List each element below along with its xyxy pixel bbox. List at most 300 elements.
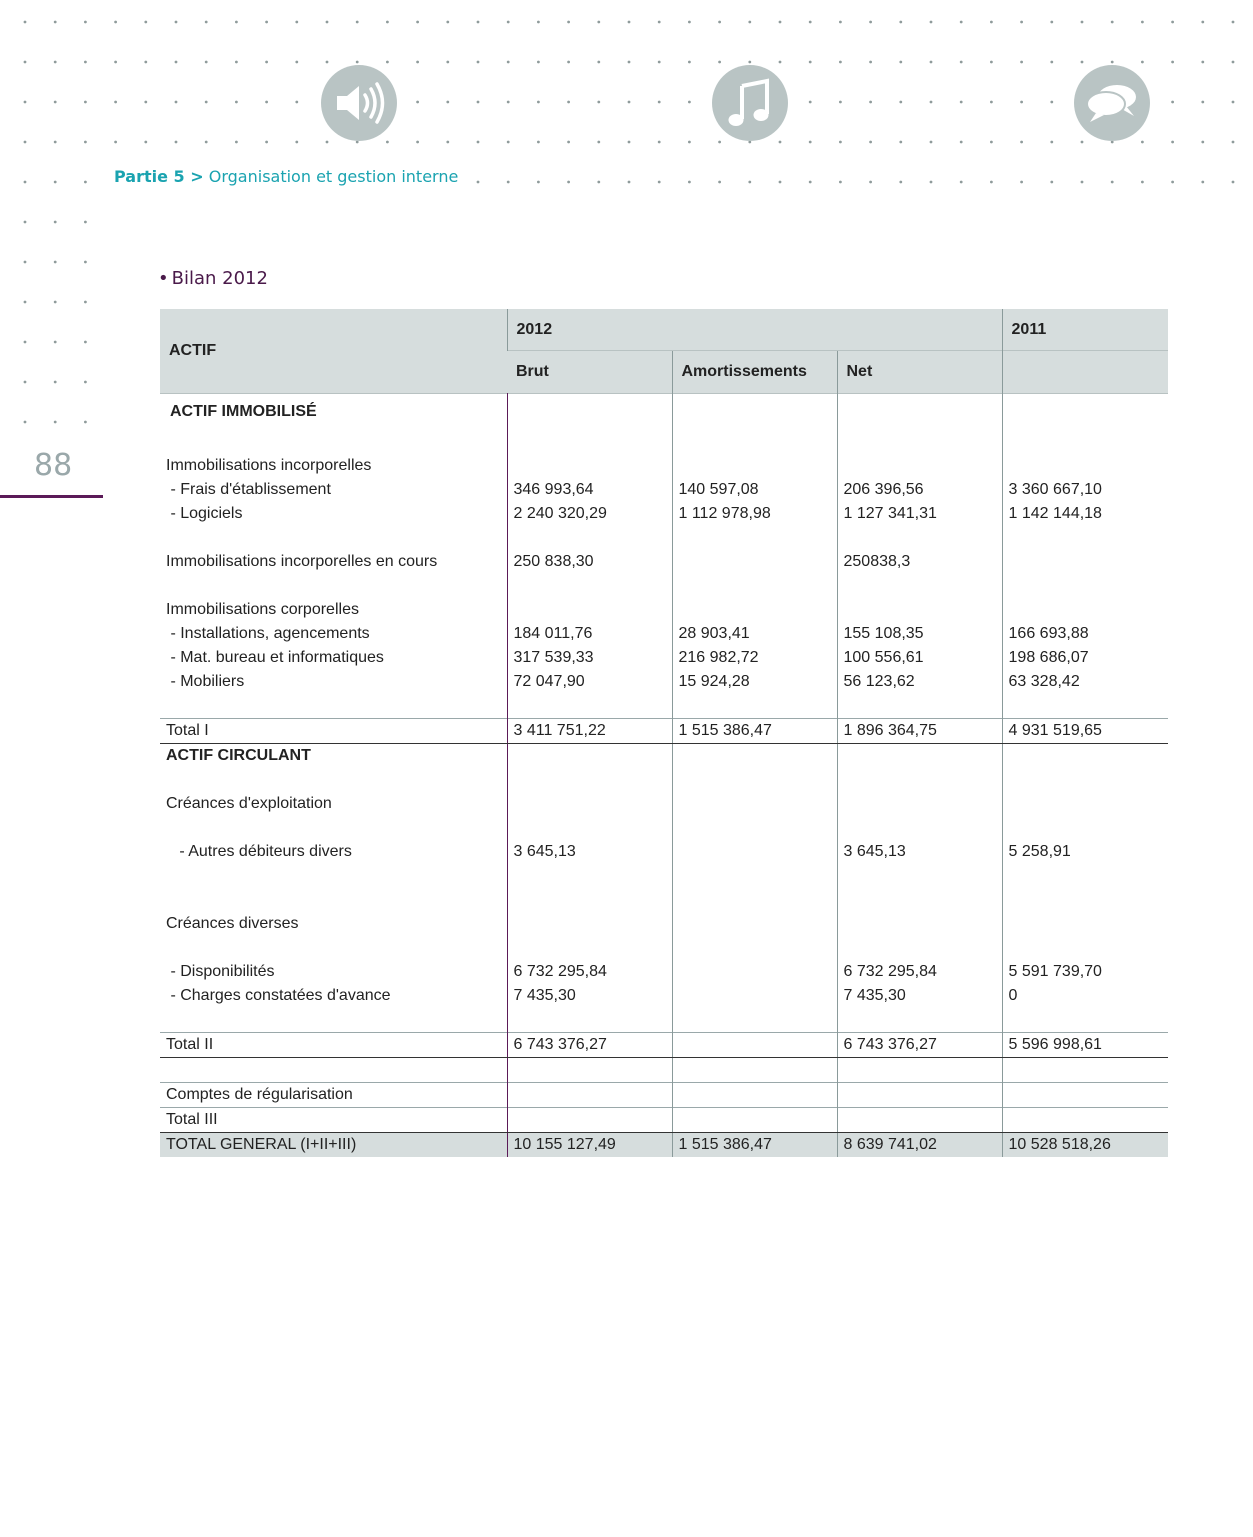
grid-dot <box>537 181 540 184</box>
table-row <box>160 1008 1168 1033</box>
grid-dot <box>205 61 208 64</box>
grid-dot <box>24 381 27 384</box>
row-label <box>160 936 507 960</box>
row-label: - Installations, agencements <box>166 625 370 642</box>
cell-net <box>837 394 1002 431</box>
grid-dot <box>235 21 238 24</box>
grid-dot <box>84 101 87 104</box>
grid-dot <box>24 301 27 304</box>
grid-dot <box>839 21 842 24</box>
table-row <box>160 1033 1168 1058</box>
table-row <box>160 888 1168 912</box>
grid-dot <box>114 101 117 104</box>
table-row <box>160 550 1168 574</box>
table-row <box>160 840 1168 864</box>
grid-dot <box>507 21 510 24</box>
cell-amortissements <box>672 574 837 598</box>
cell-2011: 10 528 518,26 <box>1002 1133 1168 1158</box>
grid-dot <box>899 141 902 144</box>
grid-dot <box>1050 101 1053 104</box>
table-row <box>160 622 1168 646</box>
music-note-icon <box>712 65 788 141</box>
grid-dot <box>54 61 57 64</box>
cell-amortissements <box>672 598 837 622</box>
cell-2011 <box>1002 888 1168 912</box>
grid-dot <box>54 381 57 384</box>
cell-2011 <box>1002 394 1168 431</box>
grid-dot <box>507 141 510 144</box>
grid-dot <box>899 21 902 24</box>
grid-dot <box>537 141 540 144</box>
grid-dot <box>295 141 298 144</box>
row-label <box>160 694 507 719</box>
table-row <box>160 936 1168 960</box>
grid-dot <box>144 141 147 144</box>
table-body <box>160 394 1168 1158</box>
row-label: - Mat. bureau et informatiques <box>166 649 384 666</box>
grid-dot <box>839 101 842 104</box>
cell-net: 6 743 376,27 <box>837 1033 1002 1058</box>
cell-net <box>837 1058 1002 1083</box>
cell-amortissements <box>672 454 837 478</box>
cell-net <box>837 792 1002 816</box>
cell-brut <box>507 430 672 454</box>
grid-dot <box>990 181 993 184</box>
cell-2011 <box>1002 816 1168 840</box>
grid-dot <box>265 21 268 24</box>
grid-dot <box>930 101 933 104</box>
grid-dot <box>24 421 27 424</box>
grid-dot <box>84 181 87 184</box>
cell-amortissements <box>672 526 837 550</box>
row-label: - Logiciels <box>166 505 243 522</box>
cell-net: 250838,3 <box>837 550 1002 574</box>
grid-dot <box>1141 141 1144 144</box>
cell-brut <box>507 1083 672 1108</box>
table-row <box>160 1058 1168 1083</box>
cell-2011 <box>1002 430 1168 454</box>
grid-dot <box>869 21 872 24</box>
row-label: Total II <box>160 1033 507 1058</box>
cell-amortissements: 140 597,08 <box>672 478 837 502</box>
table-row <box>160 912 1168 936</box>
grid-dot <box>1171 61 1174 64</box>
grid-dot <box>1201 181 1204 184</box>
cell-net <box>837 454 1002 478</box>
grid-dot <box>1111 21 1114 24</box>
grid-dot <box>84 221 87 224</box>
grid-dot <box>1020 61 1023 64</box>
cell-2011: 3 360 667,10 <box>1002 478 1168 502</box>
cell-brut: 346 993,64 <box>507 478 672 502</box>
cell-2011: 5 591 739,70 <box>1002 960 1168 984</box>
cell-net <box>837 694 1002 719</box>
cell-amortissements <box>672 1083 837 1108</box>
cell-amortissements: 216 982,72 <box>672 646 837 670</box>
grid-dot <box>718 181 721 184</box>
cell-2011: 5 596 998,61 <box>1002 1033 1168 1058</box>
grid-dot <box>567 141 570 144</box>
grid-dot <box>235 101 238 104</box>
grid-dot <box>688 61 691 64</box>
table-row <box>160 1108 1168 1133</box>
cell-2011 <box>1002 526 1168 550</box>
grid-dot <box>658 61 661 64</box>
grid-dot <box>839 181 842 184</box>
cell-amortissements <box>672 864 837 888</box>
grid-dot <box>990 101 993 104</box>
table-row <box>160 744 1168 769</box>
grid-dot <box>537 21 540 24</box>
title-text: Bilan 2012 <box>171 268 268 289</box>
header-brut: Brut <box>507 351 672 394</box>
grid-dot <box>446 61 449 64</box>
table-row <box>160 816 1168 840</box>
cell-net: 206 396,56 <box>837 478 1002 502</box>
grid-dot <box>24 101 27 104</box>
grid-dot <box>930 141 933 144</box>
cell-amortissements: 28 903,41 <box>672 622 837 646</box>
grid-dot <box>839 141 842 144</box>
cell-brut <box>507 574 672 598</box>
grid-dot <box>356 21 359 24</box>
grid-dot <box>869 61 872 64</box>
grid-dot <box>175 101 178 104</box>
cell-brut <box>507 1108 672 1133</box>
grid-dot <box>356 141 359 144</box>
grid-dot <box>809 181 812 184</box>
grid-dot <box>1050 21 1053 24</box>
grid-dot <box>54 261 57 264</box>
grid-dot <box>144 61 147 64</box>
cell-amortissements <box>672 694 837 719</box>
table-row <box>160 646 1168 670</box>
grid-dot <box>779 181 782 184</box>
grid-dot <box>658 21 661 24</box>
grid-dot <box>1171 101 1174 104</box>
grid-dot <box>628 21 631 24</box>
cell-amortissements: 15 924,28 <box>672 670 837 694</box>
cell-brut <box>507 888 672 912</box>
grid-dot <box>597 181 600 184</box>
cell-2011: 166 693,88 <box>1002 622 1168 646</box>
cell-net: 7 435,30 <box>837 984 1002 1008</box>
row-label: Total I <box>160 719 507 744</box>
grid-dot <box>446 101 449 104</box>
cell-net <box>837 526 1002 550</box>
grid-dot <box>84 301 87 304</box>
grid-dot <box>54 421 57 424</box>
cell-brut <box>507 864 672 888</box>
grid-dot <box>175 21 178 24</box>
row-label <box>160 1008 507 1033</box>
row-label: TOTAL GENERAL (I+II+III) <box>160 1133 507 1158</box>
grid-dot <box>326 21 329 24</box>
grid-dot <box>779 21 782 24</box>
grid-dot <box>1020 101 1023 104</box>
cell-net: 6 732 295,84 <box>837 960 1002 984</box>
grid-dot <box>24 221 27 224</box>
grid-dot <box>1201 101 1204 104</box>
grid-dot <box>386 21 389 24</box>
grid-dot <box>1111 141 1114 144</box>
cell-2011 <box>1002 1083 1168 1108</box>
grid-dot <box>748 141 751 144</box>
table-row <box>160 984 1168 1008</box>
row-label: Immobilisations incorporelles en cours <box>166 553 438 570</box>
grid-dot <box>1232 101 1235 104</box>
row-label: Total III <box>160 1108 507 1133</box>
grid-dot <box>960 101 963 104</box>
grid-dot <box>235 61 238 64</box>
grid-dot <box>628 61 631 64</box>
cell-2011 <box>1002 694 1168 719</box>
cell-amortissements <box>672 912 837 936</box>
cell-2011 <box>1002 1058 1168 1083</box>
table-row <box>160 430 1168 454</box>
grid-dot <box>416 21 419 24</box>
grid-dot <box>295 101 298 104</box>
grid-dot <box>416 141 419 144</box>
breadcrumb-section: Organisation et gestion interne <box>208 167 459 186</box>
cell-2011 <box>1002 768 1168 792</box>
grid-dot <box>507 101 510 104</box>
grid-dot <box>1171 141 1174 144</box>
breadcrumb <box>114 167 468 186</box>
grid-dot <box>567 181 570 184</box>
grid-dot <box>477 61 480 64</box>
grid-dot <box>175 141 178 144</box>
grid-dot <box>54 301 57 304</box>
table-row <box>160 960 1168 984</box>
grid-dot <box>1141 181 1144 184</box>
grid-dot <box>899 181 902 184</box>
grid-dot <box>869 181 872 184</box>
grid-dot <box>1020 141 1023 144</box>
grid-dot <box>446 141 449 144</box>
cell-2011 <box>1002 550 1168 574</box>
cell-amortissements <box>672 768 837 792</box>
grid-dot <box>446 21 449 24</box>
table-row <box>160 719 1168 744</box>
cell-2011 <box>1002 1108 1168 1133</box>
grid-dot <box>930 61 933 64</box>
grid-dot <box>567 101 570 104</box>
header-actif: ACTIF <box>160 309 507 394</box>
grid-dot <box>54 181 57 184</box>
grid-dot <box>54 21 57 24</box>
cell-amortissements <box>672 430 837 454</box>
grid-dot <box>779 61 782 64</box>
cell-brut: 250 838,30 <box>507 550 672 574</box>
grid-dot <box>54 341 57 344</box>
cell-amortissements <box>672 394 837 431</box>
grid-dot <box>597 61 600 64</box>
cell-net <box>837 768 1002 792</box>
table-row <box>160 1133 1168 1158</box>
grid-dot <box>990 21 993 24</box>
title-bullet: • <box>158 268 169 289</box>
grid-dot <box>1171 181 1174 184</box>
grid-dot <box>144 21 147 24</box>
cell-2011 <box>1002 912 1168 936</box>
row-label: Immobilisations incorporelles <box>166 457 372 474</box>
cell-amortissements <box>672 792 837 816</box>
grid-dot <box>960 21 963 24</box>
grid-dot <box>628 181 631 184</box>
grid-dot <box>748 21 751 24</box>
cell-amortissements <box>672 840 837 864</box>
cell-amortissements <box>672 816 837 840</box>
cell-brut <box>507 912 672 936</box>
header-amortissements: Amortissements <box>672 351 837 394</box>
grid-dot <box>748 181 751 184</box>
grid-dot <box>688 141 691 144</box>
cell-net: 1 127 341,31 <box>837 502 1002 526</box>
grid-dot <box>567 61 570 64</box>
grid-dot <box>24 261 27 264</box>
speech-bubbles-icon <box>1074 65 1150 141</box>
cell-2011: 63 328,42 <box>1002 670 1168 694</box>
cell-brut <box>507 454 672 478</box>
cell-amortissements: 1 515 386,47 <box>672 1133 837 1158</box>
grid-dot <box>1232 141 1235 144</box>
grid-dot <box>114 141 117 144</box>
row-label <box>160 526 507 550</box>
row-label: ACTIF CIRCULANT <box>166 747 311 764</box>
cell-brut: 6 732 295,84 <box>507 960 672 984</box>
grid-dot <box>748 61 751 64</box>
cell-net: 3 645,13 <box>837 840 1002 864</box>
grid-dot <box>1050 181 1053 184</box>
page-number: 88 <box>34 448 73 483</box>
grid-dot <box>869 101 872 104</box>
cell-brut: 3 411 751,22 <box>507 719 672 744</box>
grid-dot <box>416 61 419 64</box>
cell-amortissements <box>672 960 837 984</box>
cell-brut: 2 240 320,29 <box>507 502 672 526</box>
grid-dot <box>628 141 631 144</box>
table-row <box>160 598 1168 622</box>
cell-brut <box>507 768 672 792</box>
cell-net: 56 123,62 <box>837 670 1002 694</box>
grid-dot <box>839 61 842 64</box>
grid-dot <box>205 101 208 104</box>
cell-amortissements <box>672 1033 837 1058</box>
grid-dot <box>1111 61 1114 64</box>
cell-brut <box>507 394 672 431</box>
grid-dot <box>205 141 208 144</box>
grid-dot <box>84 61 87 64</box>
cell-amortissements <box>672 550 837 574</box>
grid-dot <box>960 141 963 144</box>
cell-brut <box>507 1008 672 1033</box>
cell-net <box>837 1008 1002 1033</box>
cell-amortissements: 1 515 386,47 <box>672 719 837 744</box>
cell-brut <box>507 694 672 719</box>
cell-amortissements: 1 112 978,98 <box>672 502 837 526</box>
cell-amortissements <box>672 744 837 769</box>
grid-dot <box>628 101 631 104</box>
table-row <box>160 864 1168 888</box>
row-label <box>160 864 507 888</box>
cell-2011: 4 931 519,65 <box>1002 719 1168 744</box>
grid-dot <box>1050 61 1053 64</box>
grid-dot <box>960 181 963 184</box>
grid-dot <box>718 21 721 24</box>
grid-dot <box>386 141 389 144</box>
grid-dot <box>84 341 87 344</box>
cell-amortissements <box>672 1108 837 1133</box>
grid-dot <box>1232 61 1235 64</box>
cell-brut: 10 155 127,49 <box>507 1133 672 1158</box>
row-label <box>160 574 507 598</box>
grid-dot <box>809 61 812 64</box>
grid-dot <box>507 61 510 64</box>
cell-brut: 3 645,13 <box>507 840 672 864</box>
grid-dot <box>54 101 57 104</box>
grid-dot <box>658 181 661 184</box>
cell-2011 <box>1002 1008 1168 1033</box>
grid-dot <box>1081 141 1084 144</box>
row-label <box>160 430 507 454</box>
grid-dot <box>597 141 600 144</box>
grid-dot <box>114 21 117 24</box>
cell-amortissements <box>672 984 837 1008</box>
grid-dot <box>809 141 812 144</box>
grid-dot <box>84 141 87 144</box>
grid-dot <box>507 181 510 184</box>
header-year-previous: 2011 <box>1002 309 1168 351</box>
cell-amortissements <box>672 936 837 960</box>
grid-dot <box>144 101 147 104</box>
row-label: - Disponibilités <box>166 963 275 980</box>
grid-dot <box>567 21 570 24</box>
row-label: - Charges constatées d'avance <box>166 987 391 1004</box>
cell-net: 1 896 364,75 <box>837 719 1002 744</box>
cell-net <box>837 574 1002 598</box>
grid-dot <box>416 101 419 104</box>
grid-dot <box>84 21 87 24</box>
cell-brut: 7 435,30 <box>507 984 672 1008</box>
grid-dot <box>930 181 933 184</box>
row-label: Comptes de régularisation <box>160 1083 507 1108</box>
grid-dot <box>960 61 963 64</box>
header-empty <box>1002 351 1168 394</box>
grid-dot <box>326 141 329 144</box>
cell-2011: 198 686,07 <box>1002 646 1168 670</box>
cell-amortissements <box>672 1008 837 1033</box>
row-label: - Frais d'établissement <box>166 481 331 498</box>
grid-dot <box>658 141 661 144</box>
grid-dot <box>899 101 902 104</box>
grid-dot <box>205 21 208 24</box>
cell-2011 <box>1002 598 1168 622</box>
header-net: Net <box>837 351 1002 394</box>
cell-net: 155 108,35 <box>837 622 1002 646</box>
table-row <box>160 694 1168 719</box>
cell-net <box>837 936 1002 960</box>
cell-net <box>837 430 1002 454</box>
row-label: Créances diverses <box>166 915 299 932</box>
grid-dot <box>1081 181 1084 184</box>
grid-dot <box>326 61 329 64</box>
cell-amortissements <box>672 888 837 912</box>
cell-net: 100 556,61 <box>837 646 1002 670</box>
grid-dot <box>24 341 27 344</box>
grid-dot <box>1081 21 1084 24</box>
cell-brut <box>507 936 672 960</box>
